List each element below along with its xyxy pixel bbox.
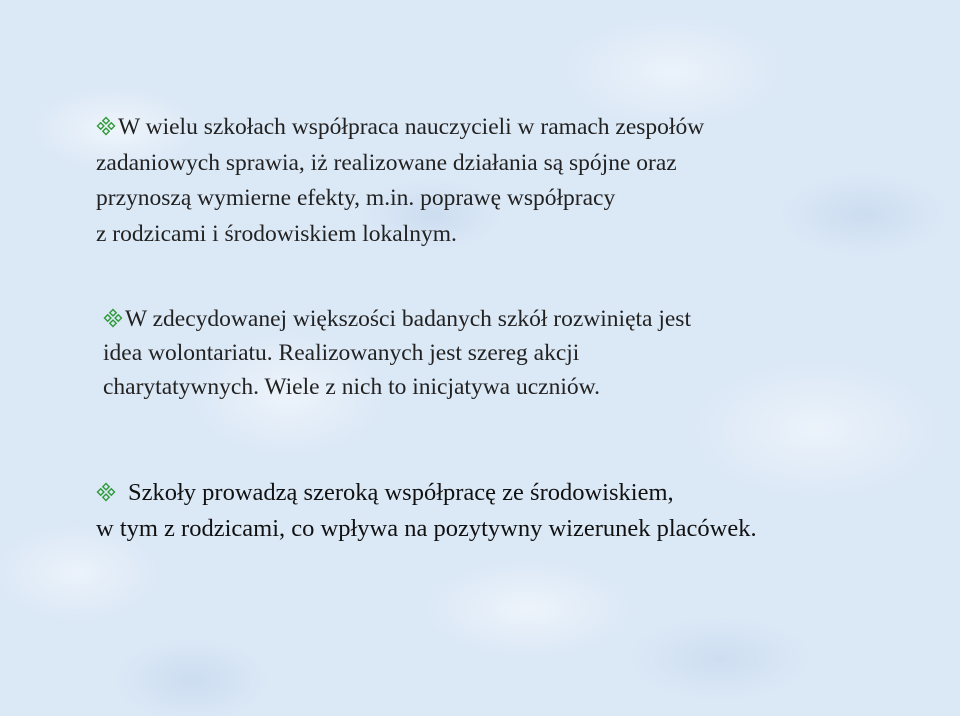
paragraph-3-line-2: w tym z rodzicami, co wpływa na pozytywny wizerunek placówek. (96, 515, 757, 542)
paragraph-2-line-1: W zdecydowanej większości badanych szkół rozwinięta jest (103, 302, 883, 336)
paragraph-3-line-1: Szkoły prowadzą szeroką współpracę ze środowiskiem, (96, 475, 946, 511)
paragraph-1-line-4: z rodzicami i środowiskiem lokalnym. (96, 220, 457, 247)
paragraph-2 (103, 302, 883, 404)
paragraph-1 (96, 110, 876, 252)
paragraph-2-line-2: idea wolontariatu. Realizowanych jest szereg akcji (103, 340, 580, 366)
paragraph-1-line-3: przynoszą wymierne efekty, m.in. poprawę współpracy (96, 185, 616, 211)
paragraph-1-line-2: zadaniowych sprawia, iż realizowane działania są spójne oraz (96, 149, 677, 176)
diamond-bullet-icon (103, 308, 123, 328)
paragraph-1-line-1: W wielu szkołach współpraca nauczycieli w ramach zespołów (96, 110, 876, 146)
paragraph-2-line-3: charytatywnych. Wiele z nich to inicjatywa uczniów. (103, 374, 600, 400)
diamond-bullet-icon (96, 116, 116, 136)
diamond-bullet-icon (96, 482, 116, 502)
paragraph-3 (96, 475, 946, 547)
